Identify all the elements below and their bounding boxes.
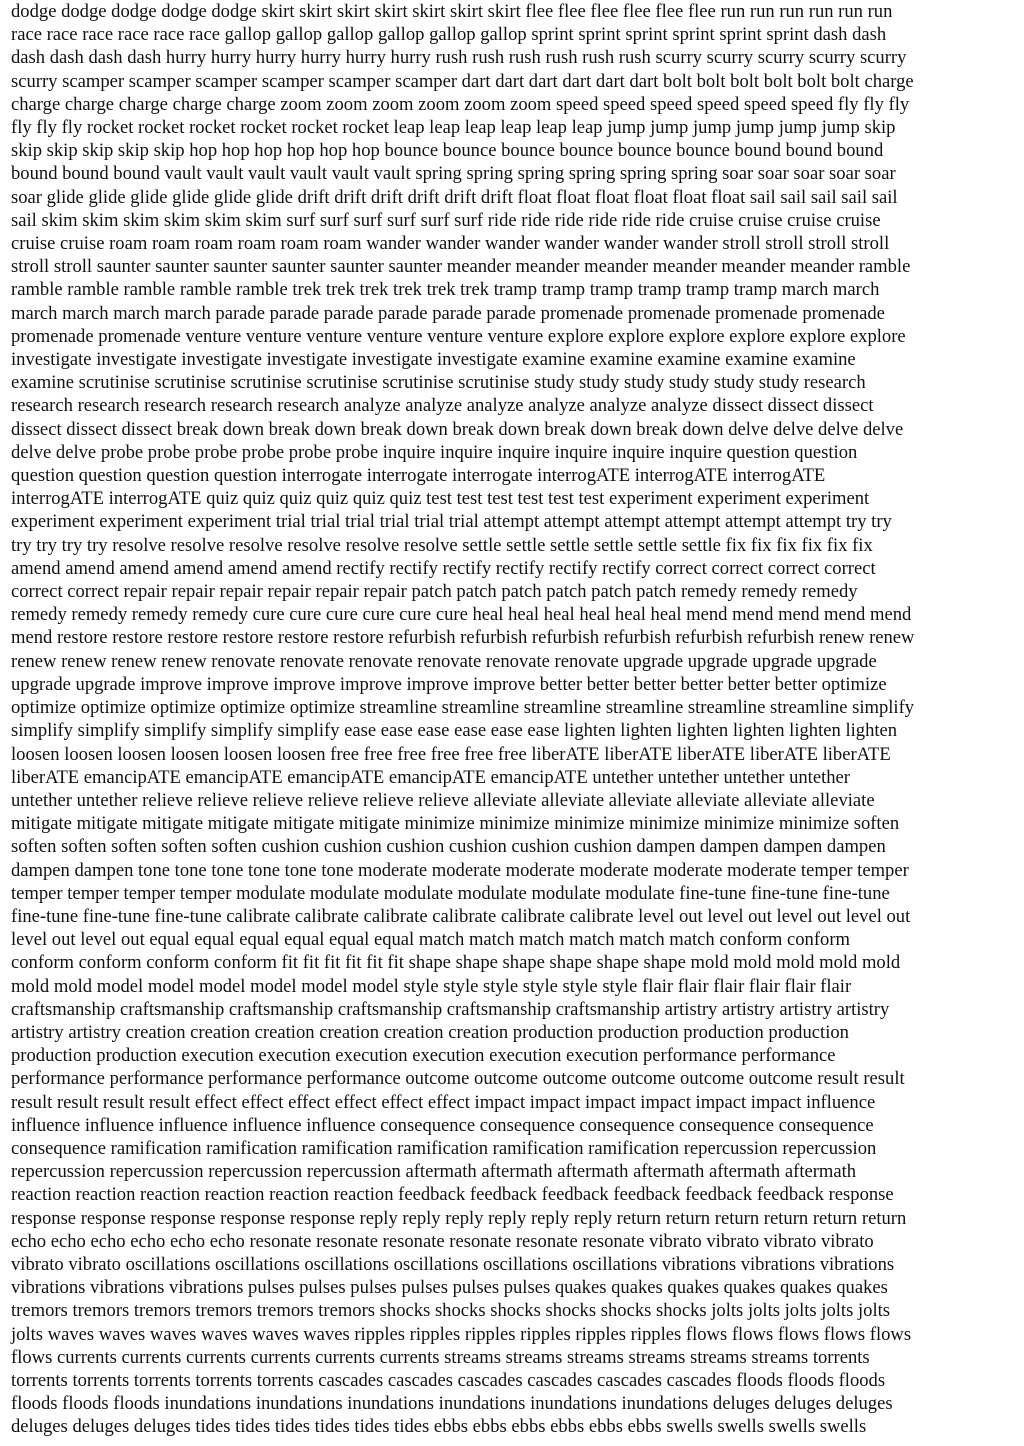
body-text: dodge dodge dodge dodge dodge skirt skirt skirt skirt skirt skirt skirt flee flee flee flee flee flee run run run run run run race race race race race race gallop gallop gallop gallop gallop gallop sprint sprint sprint sprint sprint sprint dash dash dash dash dash dash hurry hurry hurry hurry hurry hurry rush rush rush rush rush rush scurry scurry scurry scurry scurry scurry scamper scamper scamper scamper scamper scamper dart dart dart dart dart dart bolt bolt bolt bolt bolt bolt charge charge charge charge charge charge zoom zoom zoom zoom zoom zoom speed speed speed speed speed speed fly fly fly fly fly fly rocket rocket rocket rocket rocket rocket leap leap leap leap leap leap jump jump jump jump jump jump skip skip skip skip skip skip hop hop hop hop hop hop bounce bounce bounce bounce bounce bounce bound bound bound bound bound bound vault vault vault vault vault vault spring spring spring spring spring spring soar soar soar soar soar soar glide glide glide glide glide glide drift drift drift drift drift drift float float float float float float sail sail sail sail sail sail skim skim skim skim skim skim surf surf surf surf surf surf ride ride ride ride ride ride cruise cruise cruise cruise cruise cruise roam roam roam roam roam roam wander wander wander wander wander wander stroll stroll stroll stroll stroll stroll saunter saunter saunter saunter saunter saunter meander meander meander meander meander meander ramble ramble ramble ramble ramble ramble trek trek trek trek trek trek tramp tramp tramp tramp tramp tramp march march march march march march parade parade parade parade parade parade promenade promenade promenade promenade promenade promenade venture venture venture venture venture venture explore explore explore explore explore explore investigate investigate investigate investigate investigate investigate examine examine examine examine examine examine scrutinise scrutinise scrutinise scrutinise scrutinise scrutinise study study study study study study research research research research research research analyze analyze analyze analyze analyze analyze dissect dissect dissect dissect dissect dissect break down break down break down break down break down break down delve delve delve delve delve delve probe probe probe probe probe probe inquire inquire inquire inquire inquire inquire question question question question question question interrogate interrogate interrogate interrogATE interrogATE interrogATE interrogATE interrogATE quiz quiz quiz quiz quiz quiz test test test test test test experiment experiment experiment experiment experiment experiment trial trial trial trial trial trial attempt attempt attempt attempt attempt attempt try try try try try try resolve resolve resolve resolve resolve resolve settle settle settle settle settle settle fix fix fix fix fix fix amend amend amend amend amend amend rectify rectify rectify rectify rectify rectify correct correct correct correct correct correct repair repair repair repair repair repair patch patch patch patch patch patch remedy remedy remedy remedy remedy remedy remedy cure cure cure cure cure cure heal heal heal heal heal heal mend mend mend mend mend mend restore restore restore restore restore restore refurbish refurbish refurbish refurbish refurbish refurbish renew renew renew renew renew renew renovate renovate renovate renovate renovate renovate upgrade upgrade upgrade upgrade upgrade upgrade improve improve improve improve improve improve better better better better better better optimize optimize optimize optimize optimize optimize streamline streamline streamline streamline streamline streamline simplify simplify simplify simplify simplify simplify ease ease ease ease ease ease lighten lighten lighten lighten lighten lighten loosen loosen loosen loosen loosen loosen free free free free free free liberATE liberATE liberATE liberATE liberATE liberATE emancipATE emancipATE emancipATE emancipATE emancipATE untether untether untether untether untether untether relieve relieve relieve relieve relieve relieve alleviate alleviate alleviate alleviate alleviate alleviate mitigate mitigate mitigate mitigate mitigate mitigate minimize minimize minimize minimize minimize minimize soften soften soften soften soften soften cushion cushion cushion cushion cushion cushion dampen dampen dampen dampen dampen dampen tone tone tone tone tone tone moderate moderate moderate moderate moderate moderate temper temper temper temper temper temper modulate modulate modulate modulate modulate modulate fine-tune fine-tune fine-tune fine-tune fine-tune fine-tune calibrate calibrate calibrate calibrate calibrate calibrate level out level out level out level out level out level out equal equal equal equal equal equal match match match match match match conform conform conform conform conform conform fit fit fit fit fit fit shape shape shape shape shape shape mold mold mold mold mold mold mold model model model model model model style style style style style style flair flair flair flair flair flair craftsmanship craftsmanship craftsmanship craftsmanship craftsmanship craftsmanship artistry artistry artistry artistry artistry artistry creation creation creation creation creation creation production production production production production production execution execution execution execution execution execution performance performance performance performance performance performance outcome outcome outcome outcome outcome outcome result result result result result result effect effect effect effect effect effect impact impact impact impact impact impact influence influence influence influence influence influence consequence consequence consequence consequence consequence consequence ramification ramification ramification ramification ramification ramification repercussion repercussion repercussion repercussion repercussion repercussion aftermath aftermath aftermath aftermath aftermath aftermath reaction reaction reaction reaction reaction reaction feedback feedback feedback feedback feedback feedback response response response response response response reply reply reply reply reply reply return return return return return return echo echo echo echo echo echo resonate resonate resonate resonate resonate resonate vibrato vibrato vibrato vibrato vibrato vibrato oscillations oscillations oscillations oscillations oscillations oscillations vibrations vibrations vibrations vibrations vibrations vibrations pulses pulses pulses pulses pulses pulses quakes quakes quakes quakes quakes quakes tremors tremors tremors tremors tremors tremors shocks shocks shocks shocks shocks shocks jolts jolts jolts jolts jolts jolts waves waves waves waves waves waves ripples ripples ripples ripples ripples ripples flows flows flows flows flows flows currents currents currents currents currents currents streams streams streams streams streams streams torrents torrents torrents torrents torrents torrents cascades cascades cascades cascades cascades cascades floods floods floods floods floods floods inundations inundations inundations inundations inundations inundations deluges deluges deluges deluges deluges deluges tides tides tides tides tides tides ebbs ebbs ebbs ebbs ebbs ebbs swells swells swells swells (11, 1, 915, 1438)
